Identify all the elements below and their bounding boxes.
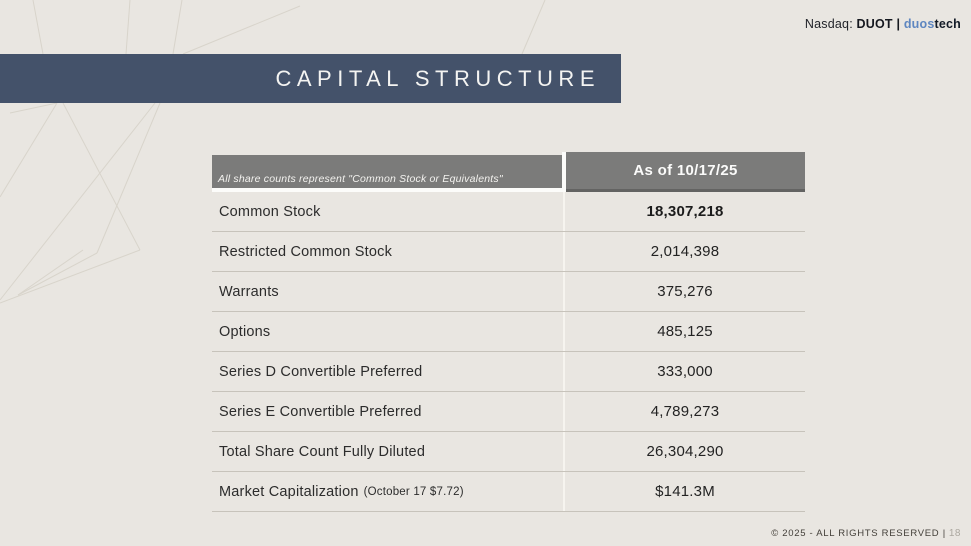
- row-value: 375,276: [563, 272, 805, 311]
- brand-tech: tech: [934, 17, 961, 31]
- ticker-symbol: DUOT: [856, 17, 893, 31]
- table-row: [212, 192, 805, 232]
- row-value: 18,307,218: [563, 192, 805, 231]
- row-label-text: Common Stock: [219, 203, 321, 220]
- share-count-note: All share counts represent "Common Stock or Equivalents": [218, 173, 503, 185]
- table-row: [212, 232, 805, 272]
- row-value: 333,000: [563, 352, 805, 391]
- footer: [771, 528, 961, 539]
- ticker-prefix: Nasdaq:: [804, 17, 857, 31]
- page-title: CAPITAL STRUCTURE: [275, 65, 600, 91]
- row-label-text: Options: [219, 323, 271, 340]
- row-label-text: Restricted Common Stock: [219, 243, 393, 260]
- capital-structure-table: [212, 152, 805, 512]
- as-of-date: As of 10/17/25: [633, 162, 738, 179]
- row-label-text: Total Share Count Fully Diluted: [219, 443, 426, 460]
- row-label: [212, 392, 563, 431]
- row-label: [212, 232, 563, 271]
- row-label: [212, 432, 563, 471]
- table-header-note-cell: [212, 155, 562, 188]
- table-header: [212, 152, 805, 192]
- table-row: [212, 432, 805, 472]
- table-header-date-cell: [566, 152, 805, 192]
- row-label-text: Market Capitalization: [219, 483, 359, 500]
- row-label-note: (October 17 $7.72): [363, 485, 464, 498]
- row-label-text: Series E Convertible Preferred: [219, 403, 422, 420]
- title-bar: [0, 54, 621, 103]
- table-row: [212, 272, 805, 312]
- row-label: [212, 352, 563, 391]
- table-body: [212, 192, 805, 512]
- nasdaq-ticker: [805, 17, 961, 31]
- row-label: [212, 272, 563, 311]
- row-label: [212, 192, 563, 231]
- row-label-text: Warrants: [219, 283, 279, 300]
- header-underline: [212, 188, 562, 192]
- table-row: [212, 312, 805, 352]
- table-row: [212, 472, 805, 512]
- row-value: 2,014,398: [563, 232, 805, 271]
- row-value: 4,789,273: [563, 392, 805, 431]
- row-value: 26,304,290: [563, 432, 805, 471]
- row-value: 485,125: [563, 312, 805, 351]
- copyright-text: © 2025 - ALL RIGHTS RESERVED |: [771, 528, 946, 539]
- table-row: [212, 392, 805, 432]
- brand-duos: duos: [903, 17, 935, 31]
- row-value: $141.3M: [563, 472, 805, 511]
- row-label-text: Series D Convertible Preferred: [219, 363, 423, 380]
- row-label: [212, 312, 563, 351]
- row-label: [212, 472, 563, 511]
- page-number: 18: [948, 528, 961, 539]
- ticker-separator: |: [892, 17, 904, 31]
- table-row: [212, 352, 805, 392]
